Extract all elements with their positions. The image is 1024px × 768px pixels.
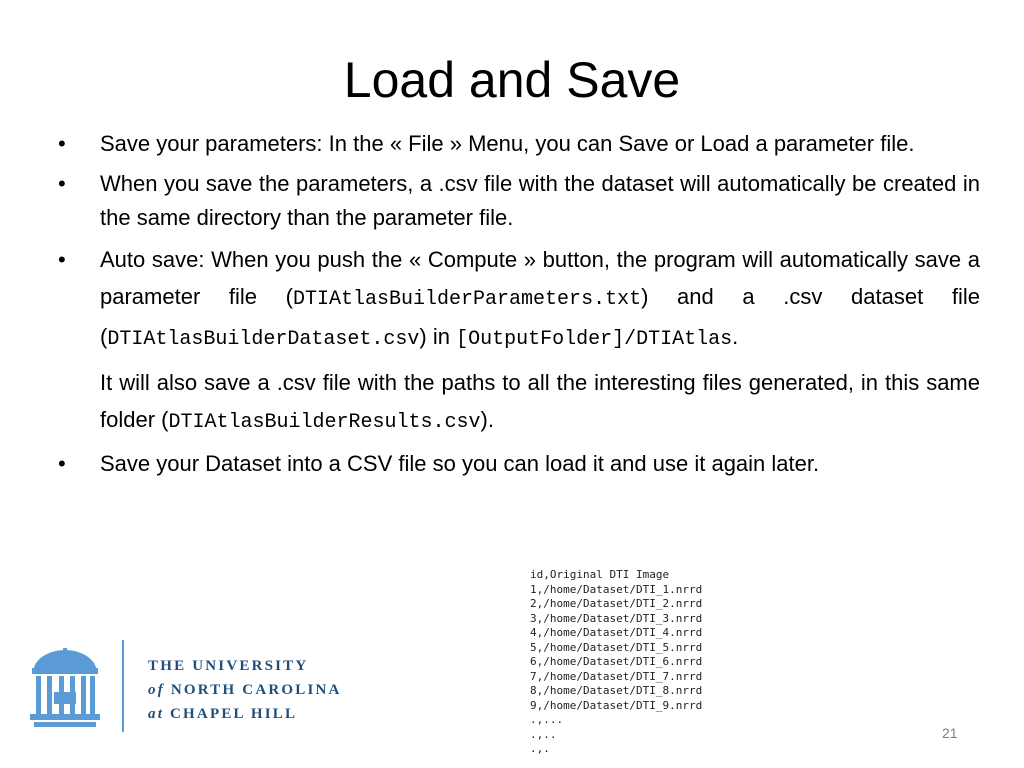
bullet-text: ). <box>480 407 494 432</box>
bullet-icon: • <box>58 131 66 156</box>
output-folder-path: [OutputFolder]/DTIAtlas <box>456 328 733 351</box>
parameters-filename: DTIAtlasBuilderParameters.txt <box>293 288 642 311</box>
old-well-logo-icon <box>30 648 100 728</box>
bullet-text: Save your Dataset into a CSV file so you can load it and use it again later. <box>100 451 820 476</box>
csv-line: 9,/home/Dataset/DTI_9.nrrd <box>530 698 703 712</box>
csv-line: 5,/home/Dataset/DTI_5.nrrd <box>530 640 703 654</box>
csv-line: id,Original DTI Image <box>530 568 670 581</box>
bullet-text: Auto save: When you push the « Compute » button, the program will automatically save a parameter file ( <box>100 247 980 309</box>
page-number: 21 <box>942 725 958 741</box>
results-filename: DTIAtlasBuilderResults.csv <box>168 411 481 434</box>
bullet-text: ) in <box>419 324 457 349</box>
slide-title: Load and Save <box>343 52 681 108</box>
bullet-list <box>58 127 980 487</box>
bullet-item <box>58 167 980 235</box>
bullet-text: It will also save a .csv file with the paths to all the interesting files generated, in this same folder ( <box>100 370 980 432</box>
csv-line: .,... <box>530 713 564 726</box>
csv-line: 3,/home/Dataset/DTI_3.nrrd <box>530 611 703 625</box>
bullet-icon: • <box>58 247 66 272</box>
csv-line: 4,/home/Dataset/DTI_4.nrrd <box>530 626 703 639</box>
wordmark-text: CHAPEL HILL <box>164 706 298 722</box>
wordmark-line-1: THE UNIVERSITY <box>148 658 309 674</box>
csv-line: 1,/home/Dataset/DTI_1.nrrd <box>530 582 703 596</box>
logo-divider <box>122 640 124 732</box>
bullet-icon: • <box>58 171 66 196</box>
csv-line: .,.. <box>530 727 557 741</box>
wordmark-prefix-of: of <box>148 682 165 698</box>
dataset-filename: DTIAtlasBuilderDataset.csv <box>107 328 420 351</box>
bullet-text: When you save the parameters, a .csv file with the dataset will automatically be created in the same directory than the parameter file. <box>100 171 980 230</box>
bullet-item <box>58 447 980 481</box>
bullet-text: Save your parameters: In the « File » Menu, you can Save or Load a parameter file. <box>100 131 915 156</box>
csv-example <box>530 568 702 757</box>
bullet-continuation <box>58 364 980 441</box>
bullet-icon: • <box>58 451 66 476</box>
csv-line: 7,/home/Dataset/DTI_7.nrrd <box>530 669 703 683</box>
bullet-text: . <box>732 324 739 349</box>
bullet-item <box>58 241 980 358</box>
csv-line: 6,/home/Dataset/DTI_6.nrrd <box>530 655 703 668</box>
wordmark-text: NORTH CAROLINA <box>164 682 342 698</box>
csv-line: 8,/home/Dataset/DTI_8.nrrd <box>530 684 703 697</box>
wordmark-line-2 <box>148 678 342 702</box>
university-wordmark <box>148 654 342 726</box>
wordmark-prefix-at: at <box>148 706 165 722</box>
bullet-item <box>58 127 980 161</box>
wordmark-line-3 <box>148 702 342 726</box>
bullet-text: ) and a .csv dataset file ( <box>100 284 980 349</box>
csv-line: .,. <box>530 742 550 755</box>
csv-line: 2,/home/Dataset/DTI_2.nrrd <box>530 597 703 610</box>
